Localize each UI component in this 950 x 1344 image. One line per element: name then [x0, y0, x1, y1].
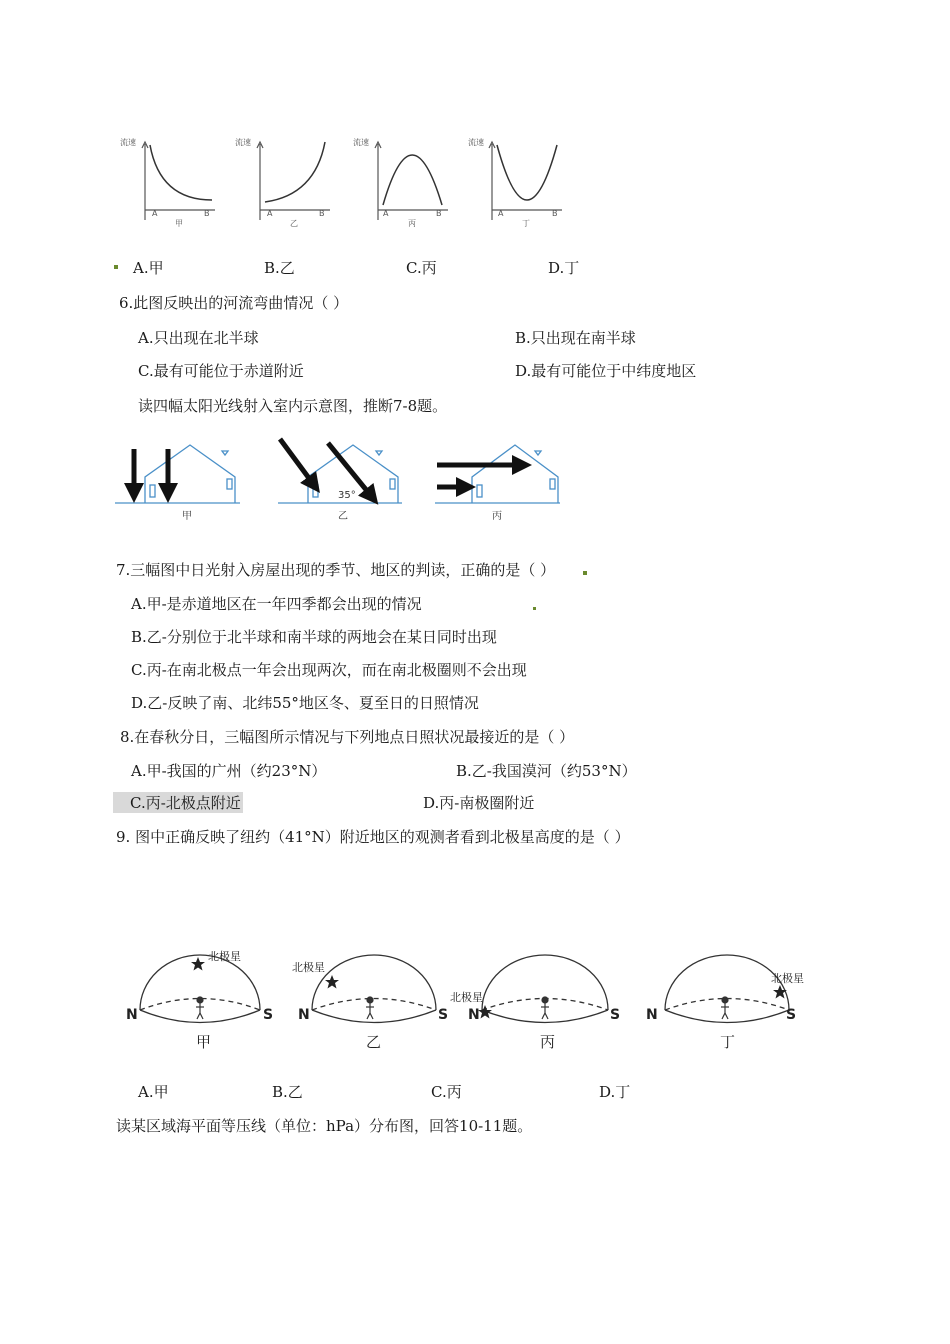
q9-option-d[interactable]: D.丁 — [599, 1083, 631, 1101]
q7-option-d[interactable]: D.乙-反映了南、北纬55°地区冬、夏至日的日照情况 — [131, 694, 479, 712]
chart-label: 丁 — [522, 219, 530, 228]
velocity-charts — [120, 130, 570, 230]
q6-option-c[interactable]: C.最有可能位于赤道附近 — [138, 362, 304, 380]
sun-ray — [328, 443, 372, 497]
q7-option-a[interactable]: A.甲-是赤道地区在一年四季都会出现的情况 — [131, 595, 422, 613]
polaris-label-1: 北极星 — [208, 950, 241, 963]
point-b: B — [552, 209, 558, 218]
south-label: S — [438, 1007, 449, 1023]
south-label: S — [786, 1007, 797, 1023]
point-b: B — [204, 209, 210, 218]
mark-dot — [533, 607, 536, 610]
q9-option-c[interactable]: C.丙 — [431, 1083, 462, 1101]
q9-option-a[interactable]: A.甲 — [138, 1083, 169, 1101]
q5-option-a[interactable]: A.甲 — [133, 259, 164, 277]
north-label: N — [298, 1007, 310, 1023]
q6-option-a[interactable]: A.只出现在北半球 — [138, 329, 259, 347]
fig-label-jia: 甲 — [182, 511, 192, 522]
q8-option-a[interactable]: A.甲-我国的广州（约23°N） — [131, 762, 327, 780]
fig-label-bing: 丙 — [492, 511, 502, 522]
sunlight-figures — [110, 435, 570, 525]
q7-option-c[interactable]: C.丙-在南北极点一年会出现两次，而在南北极圈则不会出现 — [131, 661, 527, 679]
q8-option-b[interactable]: B.乙-我国漠河（约53°N） — [456, 762, 637, 780]
q9-option-b[interactable]: B.乙 — [272, 1083, 303, 1101]
point-b: B — [436, 209, 442, 218]
q5-option-b[interactable]: B.乙 — [264, 259, 295, 277]
point-a: A — [267, 209, 273, 218]
dome-label: 甲 — [196, 1033, 212, 1051]
dome-label: 乙 — [366, 1033, 382, 1051]
q7-option-b[interactable]: B.乙-分别位于北半球和南半球的两地会在某日同时出现 — [131, 628, 497, 646]
polaris-domes — [120, 945, 820, 1055]
q8-stem: 8.在春秋分日，三幅图所示情况与下列地点日照状况最接近的是（ ） — [120, 728, 575, 746]
q8-option-c[interactable]: C.丙-北极点附近 — [113, 792, 243, 813]
north-label: N — [646, 1007, 658, 1023]
point-a: A — [152, 209, 158, 218]
polaris-label-3: 北极星 — [450, 991, 483, 1004]
point-a: A — [383, 209, 389, 218]
star-icon — [191, 957, 787, 1019]
mark-dot — [114, 265, 118, 269]
south-label: S — [610, 1007, 621, 1023]
q6-stem: 6.此图反映出的河流弯曲情况（ ） — [119, 294, 349, 312]
north-label: N — [468, 1007, 480, 1023]
q6-option-d[interactable]: D.最有可能位于中纬度地区 — [515, 362, 697, 380]
sun-ray — [280, 439, 314, 485]
intro-10-11: 读某区域海平面等压线（单位：hPa）分布图，回答10-11题。 — [116, 1117, 533, 1135]
axis-label-4: 流速 — [468, 138, 484, 147]
fig-label-yi: 乙 — [338, 511, 348, 522]
chart-label: 丙 — [408, 219, 416, 228]
chart-label: 甲 — [175, 219, 183, 228]
axis-label-2: 流速 — [235, 138, 251, 147]
dome-label: 丁 — [720, 1033, 736, 1051]
point-b: B — [319, 209, 325, 218]
q9-stem: 9. 图中正确反映了纽约（41°N）附近地区的观测者看到北极星高度的是（ ） — [116, 828, 630, 846]
intro-7-8: 读四幅太阳光线射入室内示意图，推断7-8题。 — [138, 397, 448, 415]
north-label: N — [126, 1007, 138, 1023]
dome-label: 丙 — [540, 1033, 556, 1051]
mark-dot — [583, 571, 587, 575]
q8-option-d[interactable]: D.丙-南极圈附近 — [423, 794, 535, 812]
q6-option-b[interactable]: B.只出现在南半球 — [515, 329, 636, 347]
angle-label: 35° — [338, 490, 356, 501]
q5-option-c[interactable]: C.丙 — [406, 259, 437, 277]
q5-option-d[interactable]: D.丁 — [548, 259, 580, 277]
axis-label-3: 流速 — [353, 138, 369, 147]
axis-label-1: 流速 — [120, 138, 136, 147]
south-label: S — [263, 1007, 274, 1023]
q7-stem: 7.三幅图中日光射入房屋出现的季节、地区的判读，正确的是（ ） — [116, 561, 556, 579]
chart-label: 乙 — [290, 219, 298, 228]
polaris-label-4: 北极星 — [771, 972, 804, 985]
point-a: A — [498, 209, 504, 218]
polaris-label-2: 北极星 — [292, 961, 325, 974]
